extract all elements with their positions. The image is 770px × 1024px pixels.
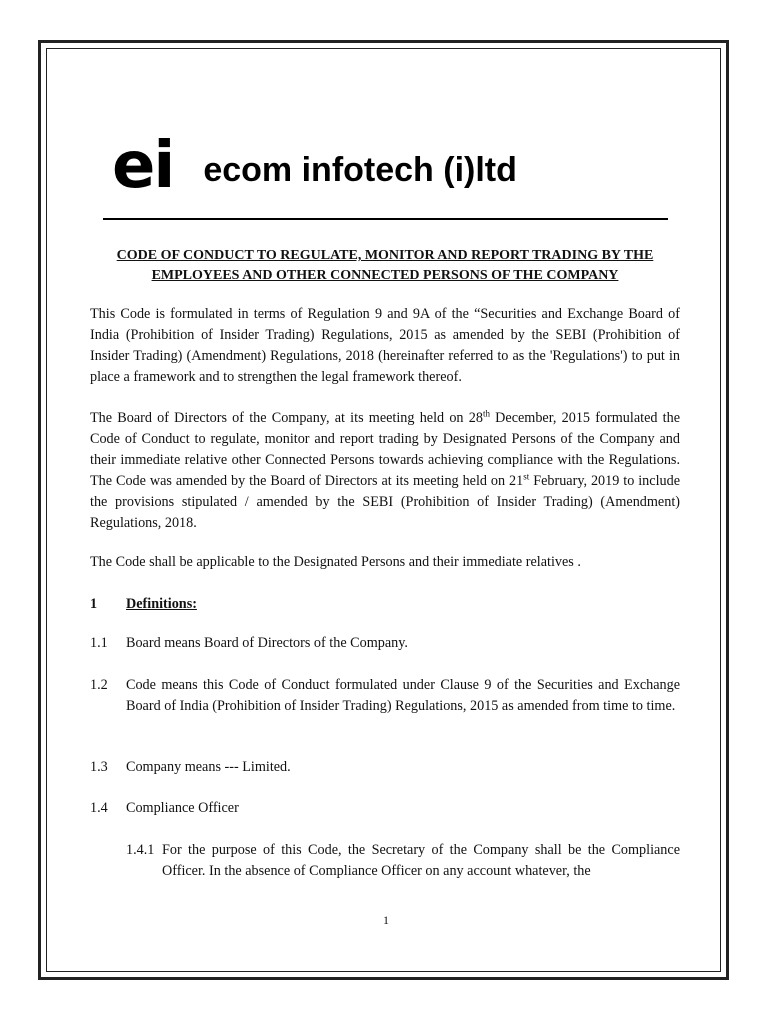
item-text: Company means --- Limited. xyxy=(126,759,291,775)
ordinal-suffix: th xyxy=(482,408,490,419)
section-number: 1 xyxy=(90,596,98,612)
intro-paragraph-3: The Code shall be applicable to the Designated Persons and their immediate relatives . xyxy=(90,554,581,570)
item-text: Compliance Officer xyxy=(126,800,239,816)
intro-paragraph-2-part-c: February, 2019 to include the provisions stipulated / amended by the SEBI (Prohibition of Insider Trading) (Amendment) Regulations, 2018. xyxy=(90,473,680,531)
item-number: 1.3 xyxy=(90,759,108,775)
title-line-1: CODE OF CONDUCT TO REGULATE, MONITOR AND REPORT TRADING BY THE xyxy=(116,248,654,263)
title-line-2: EMPLOYEES AND OTHER CONNECTED PERSONS OF THE COMPANY xyxy=(151,268,619,283)
intro-paragraph-2-part-a: The Board of Directors of the Company, at its meeting held on 28 xyxy=(90,410,483,426)
logo-mark: ei xyxy=(112,129,174,203)
page-number: 1 xyxy=(383,913,389,927)
section-heading: Definitions: xyxy=(126,596,197,612)
item-number: 1.2 xyxy=(90,677,108,693)
header-rule xyxy=(103,218,668,220)
item-text: Board means Board of Directors of the Company. xyxy=(126,635,408,651)
company-logo xyxy=(112,129,517,203)
subitem-text xyxy=(126,840,680,882)
item-number: 1.4 xyxy=(90,800,108,816)
document-title xyxy=(90,246,680,286)
item-number: 1.1 xyxy=(90,635,108,651)
intro-paragraph-2-part-b: December, 2015 formulated the Code of Conduct to regulate, monitor and report trading by Designated Persons of the Company and their immediate relative other Connected Persons towards achieving compliance with the Regulations. The Code was amended by the Board of Directors at its meeting held on 21 xyxy=(90,410,681,489)
ordinal-suffix: st xyxy=(523,471,530,482)
subitem-body: For the purpose of this Code, the Secretary of the Company shall be the Compliance Officer. In the absence of Compliance Officer on any account whatever, the xyxy=(162,842,680,879)
item-text: Code means this Code of Conduct formulated under Clause 9 of the Securities and Exchange Board of India (Prohibition of Insider Trading) Regulations, 2015 as amended from time to time. xyxy=(126,677,680,714)
subitem-number: 1.4.1 xyxy=(126,842,155,858)
company-name: ecom infotech (i)ltd xyxy=(203,151,517,189)
intro-paragraph-1: This Code is formulated in terms of Regulation 9 and 9A of the “Securities and Exchange Board of India (Prohibition of Insider Trading) Regulations, 2015 as amended by the SEBI (Prohibition of Insider Trading) (Amendment) Regulations, 2018 (hereinafter referred to as the 'Regulations') to put in place a framework and to strengthen the legal framework thereof. xyxy=(90,306,680,385)
intro-paragraph-2 xyxy=(90,408,680,534)
